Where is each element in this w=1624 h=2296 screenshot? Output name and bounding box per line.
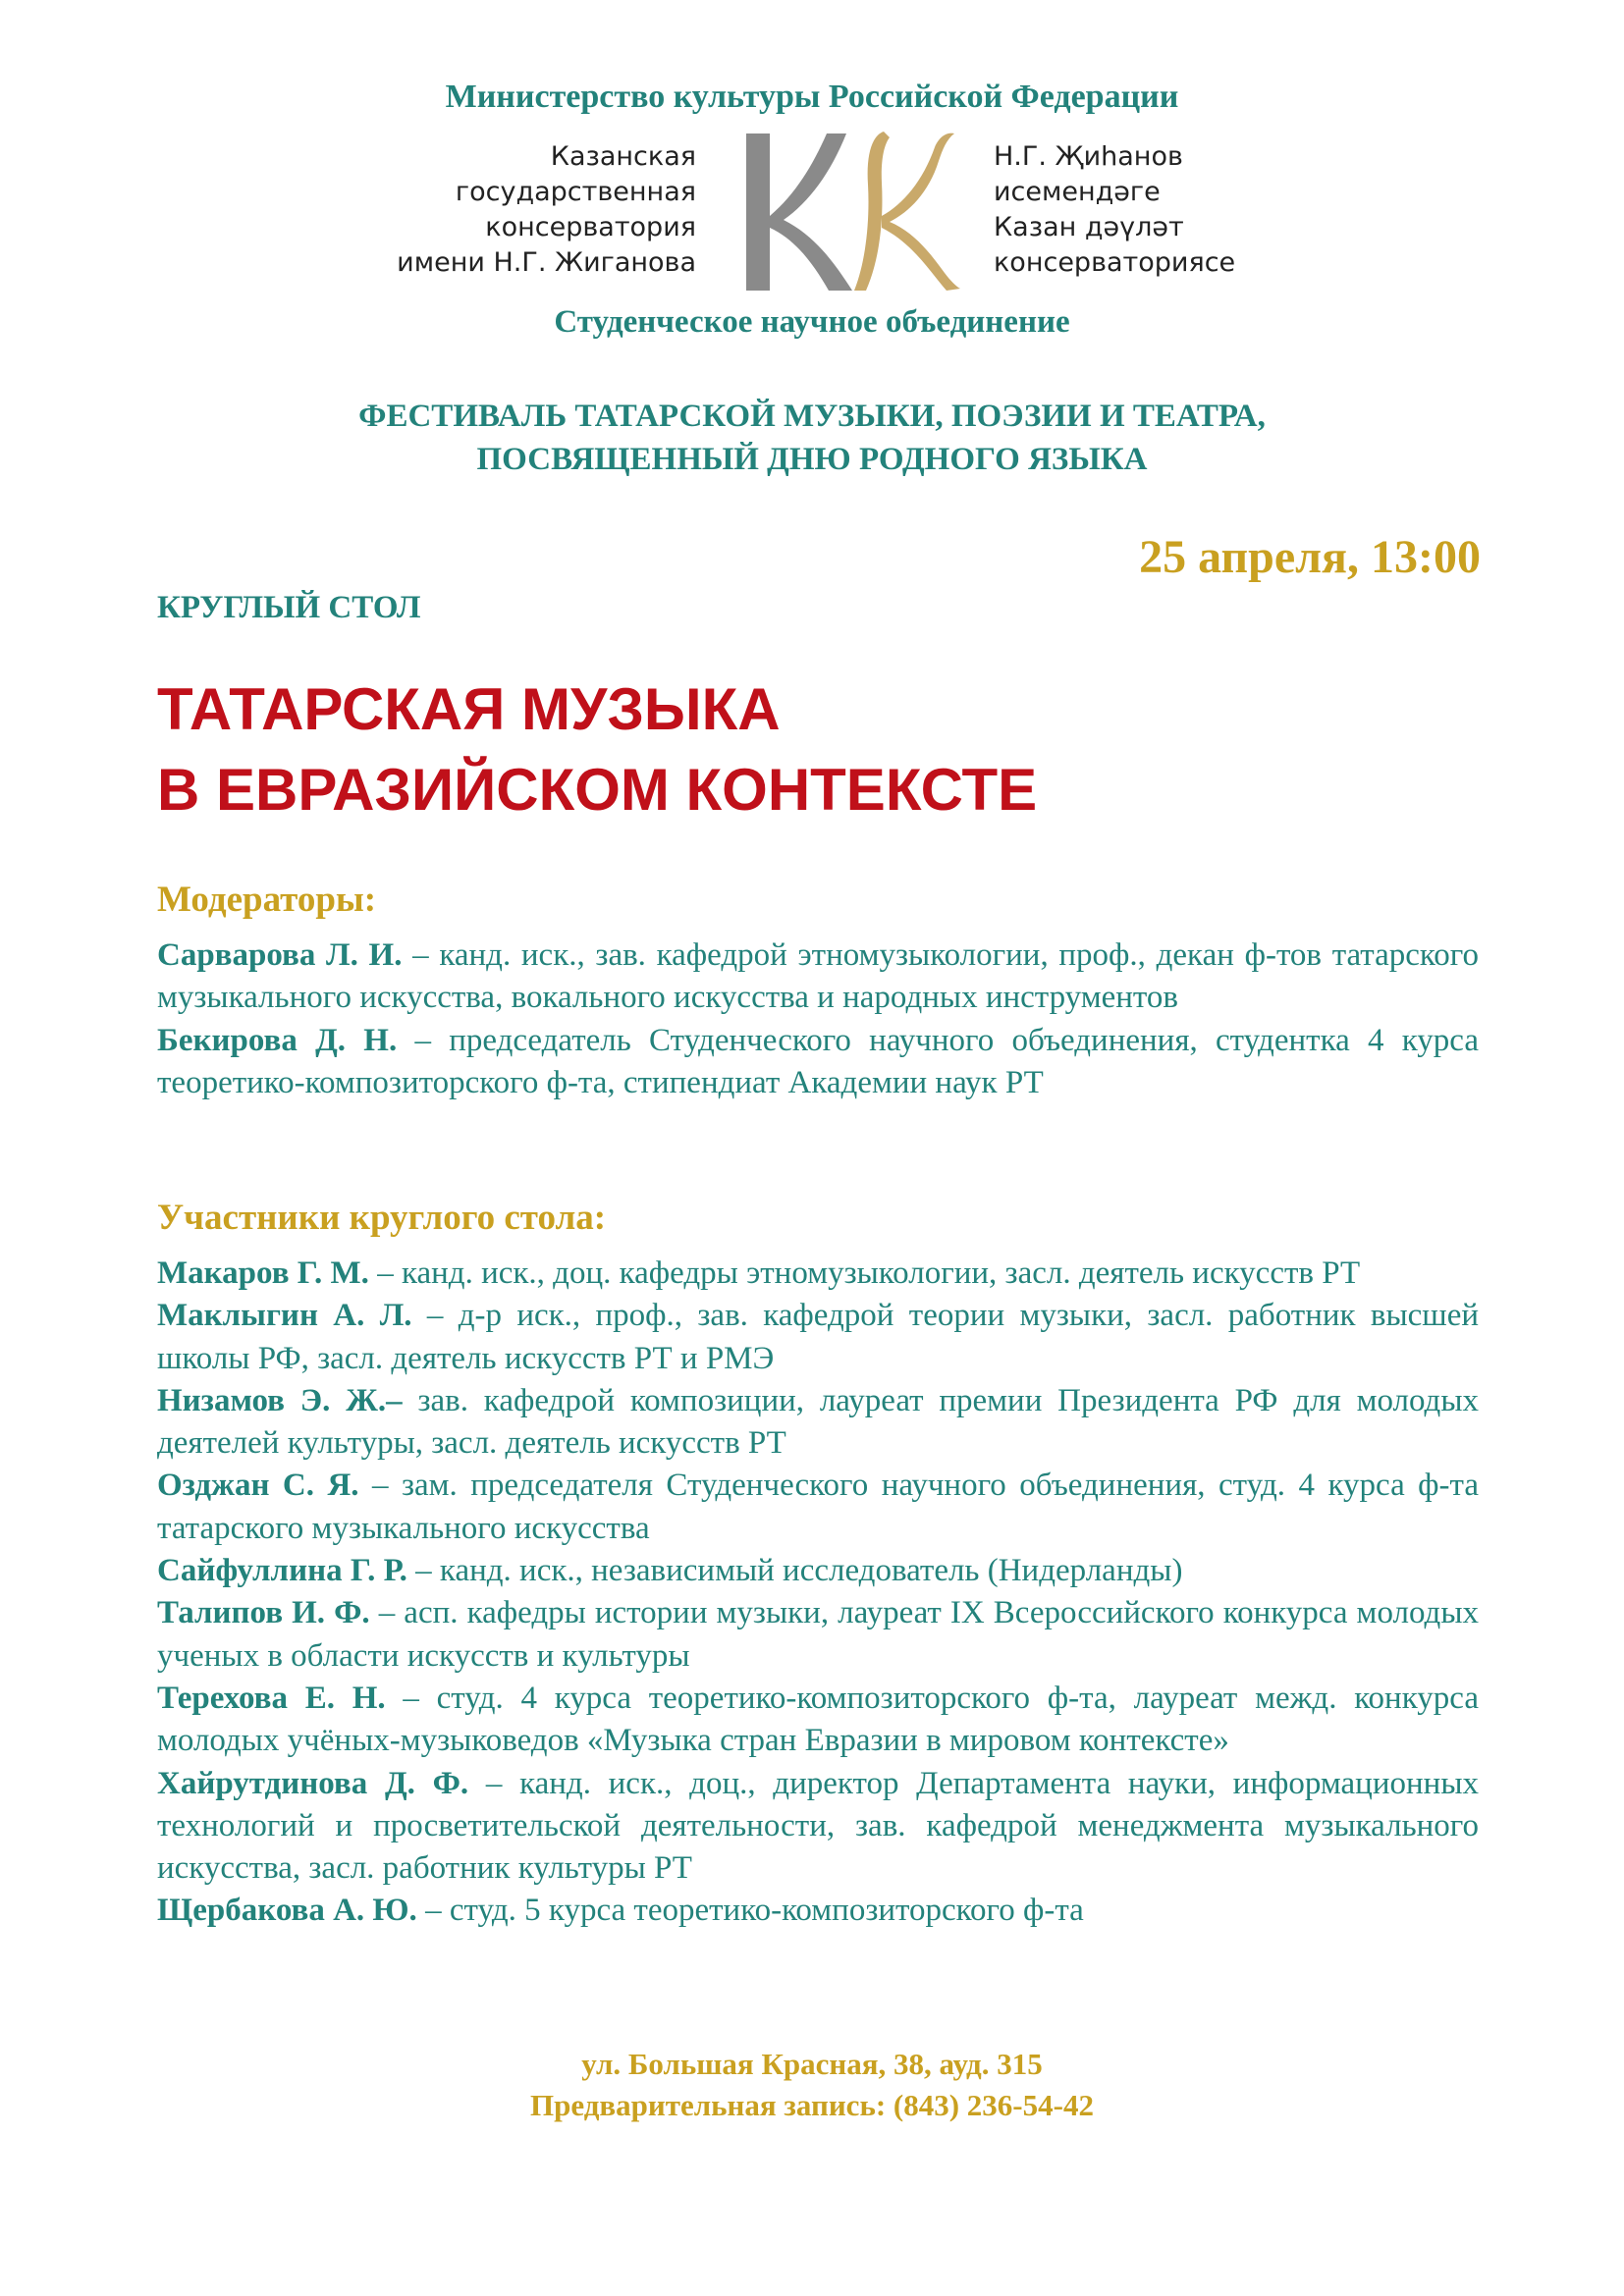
- moderators-heading: Модераторы:: [157, 880, 377, 920]
- event-title: [157, 669, 1037, 830]
- person-description: – канд. иск., независимый исследователь (Нидерланды): [406, 1553, 1183, 1589]
- footer: [0, 2044, 1624, 2126]
- participant-entry: [157, 1295, 1479, 1380]
- moderator-entry: [157, 934, 1479, 1020]
- person-description: – д-р иск., проф., зав. кафедрой теории музыки, засл. работник высшей школы РФ, засл. деятель искусств РТ и РМЭ: [157, 1298, 1479, 1376]
- participants-heading: Участники круглого стола:: [157, 1198, 607, 1238]
- logo-text-russian: [397, 139, 696, 281]
- participant-entry: [157, 1678, 1479, 1763]
- event-title-line: В ЕВРАЗИЙСКОМ КОНТЕКСТЕ: [157, 757, 1038, 823]
- person-description: – председатель Студенческого научного объединения, студентка 4 курса теоретико-композиторского ф-та, стипендиат Академии наук РТ: [157, 1022, 1480, 1100]
- participant-entry: [157, 1763, 1479, 1891]
- person-description: – асп. кафедры истории музыки, лауреат IX Всероссийского конкурса молодых ученых в области искусств и культуры: [157, 1595, 1479, 1674]
- person-description: – канд. иск., зав. кафедрой этномузыкологии, проф., декан ф-тов татарского музыкального искусства, вокального искусства и народных инструментов: [157, 937, 1479, 1016]
- logo-right-line: исемендәге: [994, 177, 1161, 207]
- participant-entry: [157, 1890, 1479, 1932]
- logo-left-line: консерватория: [485, 212, 696, 242]
- participant-entry: [157, 1465, 1479, 1550]
- participant-entry: [157, 1550, 1479, 1592]
- person-name: Маклыгин А. Л.: [157, 1298, 412, 1334]
- moderators-list: [157, 934, 1479, 1104]
- event-format: КРУГЛЫЙ СТОЛ: [157, 590, 421, 625]
- person-description: – зам. председателя Студенческого научного объединения, студ. 4 курса ф-та татарского музыкального искусства: [157, 1468, 1480, 1546]
- logo-text-tatar: [994, 139, 1235, 281]
- logo-right-line: консерваториясе: [994, 247, 1236, 278]
- venue-address: ул. Большая Красная, 38, ауд. 315: [581, 2047, 1043, 2081]
- person-description: зав. кафедрой композиции, лауреат премии Президента РФ для молодых деятелей культуры, засл. деятель искусств РТ: [157, 1382, 1479, 1462]
- logo-right-line: Казан дәүләт: [994, 212, 1184, 242]
- moderator-entry: [157, 1020, 1479, 1105]
- event-date-time: 25 апреля, 13:00: [1139, 531, 1481, 583]
- person-name: Терехова Е. Н.: [157, 1680, 386, 1716]
- festival-title: [0, 395, 1624, 481]
- participant-entry: [157, 1253, 1479, 1295]
- ministry-title: Министерство культуры Российской Федерации: [445, 79, 1179, 115]
- participant-entry: [157, 1592, 1479, 1678]
- logo-left-line: имени Н.Г. Жиганова: [397, 247, 696, 278]
- person-name: Озджан С. Я.: [157, 1468, 359, 1504]
- person-description: – студ. 5 курса теоретико-композиторского ф-та: [416, 1893, 1084, 1929]
- registration-phone: Предварительная запись: (843) 236-54-42: [530, 2088, 1094, 2122]
- person-description: – канд. иск., доц. кафедры этномузыкологии, засл. деятель искусств РТ: [368, 1255, 1361, 1291]
- logo-left-line: государственная: [455, 177, 696, 207]
- person-name: Талипов И. Ф.: [157, 1595, 370, 1631]
- participants-list: [157, 1253, 1479, 1933]
- conservatory-logo-icon: [736, 126, 962, 297]
- festival-line: ФЕСТИВАЛЬ ТАТАРСКОЙ МУЗЫКИ, ПОЭЗИИ И ТЕАТРА,: [358, 399, 1266, 434]
- festival-line: ПОСВЯЩЕННЫЙ ДНЮ РОДНОГО ЯЗЫКА: [476, 442, 1148, 477]
- person-name: Хайрутдинова Д. Ф.: [157, 1765, 469, 1801]
- participant-entry: [157, 1380, 1479, 1466]
- student-society-title: Студенческое научное объединение: [554, 304, 1070, 340]
- person-name: Сайфуллина Г. Р.: [157, 1553, 407, 1589]
- person-description: – студ. 4 курса теоретико-композиторского ф-та, лауреат межд. конкурса молодых учёных-музыковедов «Музыка стран Евразии в мировом контексте»: [157, 1680, 1479, 1759]
- logo-left-line: Казанская: [550, 141, 696, 172]
- person-name: Низамов Э. Ж.–: [157, 1382, 403, 1418]
- person-description: – канд. иск., доц., директор Департамента науки, информационных технологий и просветительской деятельности, зав. кафедрой менеджмента музыкального искусства, засл. работник культуры РТ: [157, 1765, 1479, 1887]
- person-name: Макаров Г. М.: [157, 1255, 369, 1291]
- person-name: Щербакова А. Ю.: [157, 1893, 417, 1929]
- event-title-line: ТАТАРСКАЯ МУЗЫКА: [157, 676, 781, 742]
- person-name: Бекирова Д. Н.: [157, 1022, 398, 1058]
- logo-right-line: Н.Г. Җиһанов: [994, 141, 1183, 172]
- person-name: Сарварова Л. И.: [157, 937, 403, 973]
